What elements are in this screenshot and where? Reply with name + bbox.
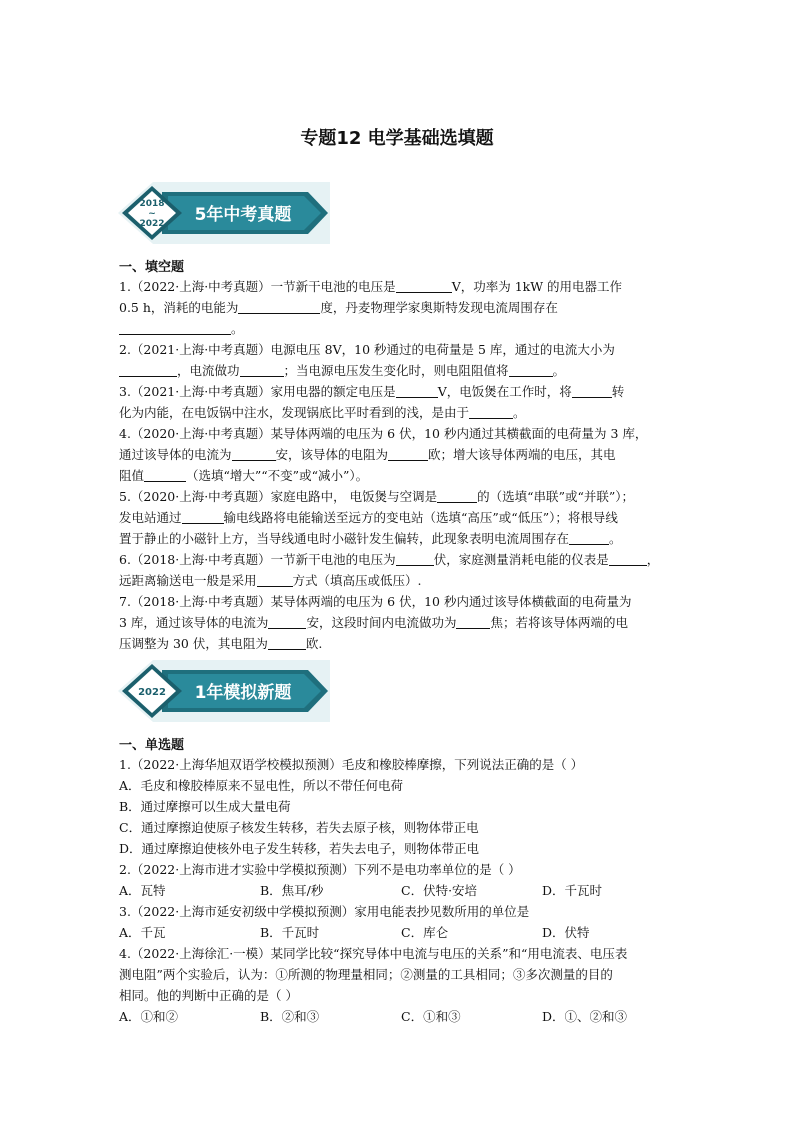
answer-blank[interactable] <box>268 635 306 650</box>
option-b[interactable]: B．焦耳/秒 <box>260 883 324 898</box>
answer-blank[interactable] <box>572 383 612 398</box>
option-c[interactable]: C．伏特·安培 <box>401 883 478 898</box>
question-fill-2: 2.（2021·上海·中考真题）电源电压 8V，10 秒通过的电荷量是 5 库，通过的电流大小为 ，电流做功 ；当电源电压发生变化时，则电阻阻值将 。 <box>119 342 615 378</box>
option-c[interactable]: C．通过摩擦迫使原子核发生转移，若失去原子核，则物体带正电 <box>119 820 479 835</box>
option-a[interactable]: A．毛皮和橡胶棒原来不显电性，所以不带任何电荷 <box>119 778 404 793</box>
question-fill-6: 6.（2018·上海·中考真题）一节新干电池的电压为 伏，家庭测量消耗电能的仪表是 ， 远距离输送电一般是采用 方式（填高压或低压）. <box>119 552 660 588</box>
question-choice-4: 4.（2022·上海徐汇·一模）某同学比较“探究导体中电流与电压的关系”和“用电流表、电压表 测电阻”两个实验后，认为：①所测的物理量相同；②测量的工具相同；③多次测量的目的 相同。他的判断中正确的是（ ） A．①和② B．②和③ C．①和③ D．①、②和③ <box>119 943 679 1027</box>
banner-label: 5年中考真题 <box>194 205 292 225</box>
question-fill-3: 3.（2021·上海·中考真题）家用电器的额定电压是 V，电饭煲在工作时，将 转 化为内能，在电饭锅中注水，发现锅底比平时看到的浅，是由于 。 <box>119 384 625 420</box>
answer-blank[interactable] <box>119 362 177 377</box>
option-a[interactable]: A．①和② <box>119 1009 179 1024</box>
option-a[interactable]: A．千瓦 <box>119 925 166 940</box>
question-fill-5: 5.（2020·上海·中考真题）家庭电路中， 电饭煲与空调是 的（选填“串联”或“并联”）； 发电站通过 输电线路将电能输送至远方的变电站（选填“高压”或“低压”）；将根导线 置于静止的小磁针上方，当导线通电时小磁针发生偏转，此现象表明电流周围存在 。 <box>119 489 634 546</box>
section-banner-mock <box>118 658 330 724</box>
answer-blank[interactable] <box>257 572 293 587</box>
answer-blank[interactable] <box>396 383 438 398</box>
section-heading-fill-in: 一、填空题 <box>119 260 185 275</box>
answer-blank[interactable] <box>396 278 452 293</box>
question-choice-1: 1.（2022·上海华旭双语学校模拟预测）毛皮和橡胶棒摩擦，下列说法正确的是（ ） A．毛皮和橡胶棒原来不显电性，所以不带任何电荷 B．通过摩擦可以生成大量电荷 C．通过摩擦迫使原子核发生转移，若失去原子核，则物体带正电 D．通过摩擦迫使核外电子发生转移，若失去电子，则物体带正电 <box>119 754 679 859</box>
option-c[interactable]: C．库仑 <box>401 925 449 940</box>
question-choice-3: 3.（2022·上海市延安初级中学模拟预测）家用电能表抄见数所用的单位是 A．千瓦 B．千瓦时 C．库仑 D．伏特 <box>119 901 679 943</box>
answer-blank[interactable] <box>456 614 490 629</box>
question-fill-1: 1.（2022·上海·中考真题）一节新干电池的电压是 V，功率为 1kW 的用电器工作 0.5 h，消耗的电能为 度，丹麦物理学家奥斯特发现电流周围存在 。 <box>119 279 623 336</box>
answer-blank[interactable] <box>609 551 647 566</box>
question-choice-2: 2.（2022·上海市进才实验中学模拟预测）下列不是电功率单位的是（ ） A．瓦特 B．焦耳/秒 C．伏特·安培 D．千瓦时 <box>119 859 679 901</box>
option-c[interactable]: C．①和③ <box>401 1009 461 1024</box>
banner-label: 1年模拟新题 <box>194 683 292 703</box>
section-banner-exam <box>118 180 330 246</box>
question-fill-7: 7.（2018·上海·中考真题）某导体两端的电压为 6 伏，10 秒内通过该导体横截面的电荷量为 3 库，通过该导体的电流为 安，这段时间内电流做功为 焦；若将该导体两端的电 压调整为 30 伏，其电阻为 欧. <box>119 594 632 651</box>
option-d[interactable]: D．伏特 <box>542 925 590 940</box>
answer-blank[interactable] <box>396 551 434 566</box>
option-a[interactable]: A．瓦特 <box>119 883 166 898</box>
banner-years-top: 2018 <box>139 199 165 209</box>
answer-blank[interactable] <box>388 446 428 461</box>
answer-blank[interactable] <box>182 509 224 524</box>
answer-blank[interactable] <box>268 614 306 629</box>
answer-blank[interactable] <box>469 404 513 419</box>
page-title: 专题12 电学基础选填题 <box>300 128 494 149</box>
banner-years-dash: ~ <box>148 209 156 219</box>
answer-blank[interactable] <box>569 530 609 545</box>
answer-blank[interactable] <box>509 362 553 377</box>
option-b[interactable]: B．②和③ <box>260 1009 320 1024</box>
answer-blank[interactable] <box>240 362 284 377</box>
option-d[interactable]: D．①、②和③ <box>542 1009 628 1024</box>
banner-year: 2022 <box>138 687 166 698</box>
answer-blank[interactable] <box>437 488 477 503</box>
answer-blank[interactable] <box>119 320 231 335</box>
answer-blank[interactable] <box>144 467 186 482</box>
option-b[interactable]: B．千瓦时 <box>260 925 320 940</box>
question-fill-4: 4.（2020·上海·中考真题）某导体两端的电压为 6 伏，10 秒内通过其横截面的电荷量为 3 库， 通过该导体的电流为 安，该导体的电阻为 欧；增大该导体两端的电压，其电 阻值 （选填“增大”“不变”或“减小”）。 <box>119 426 648 483</box>
answer-blank[interactable] <box>238 299 320 314</box>
option-d[interactable]: D．通过摩擦迫使核外电子发生转移，若失去电子，则物体带正电 <box>119 841 480 856</box>
banner-years-bottom: 2022 <box>139 219 165 229</box>
section-heading-single-choice: 一、单选题 <box>119 738 185 753</box>
option-d[interactable]: D．千瓦时 <box>542 883 603 898</box>
option-b[interactable]: B．通过摩擦可以生成大量电荷 <box>119 799 291 814</box>
answer-blank[interactable] <box>232 446 276 461</box>
